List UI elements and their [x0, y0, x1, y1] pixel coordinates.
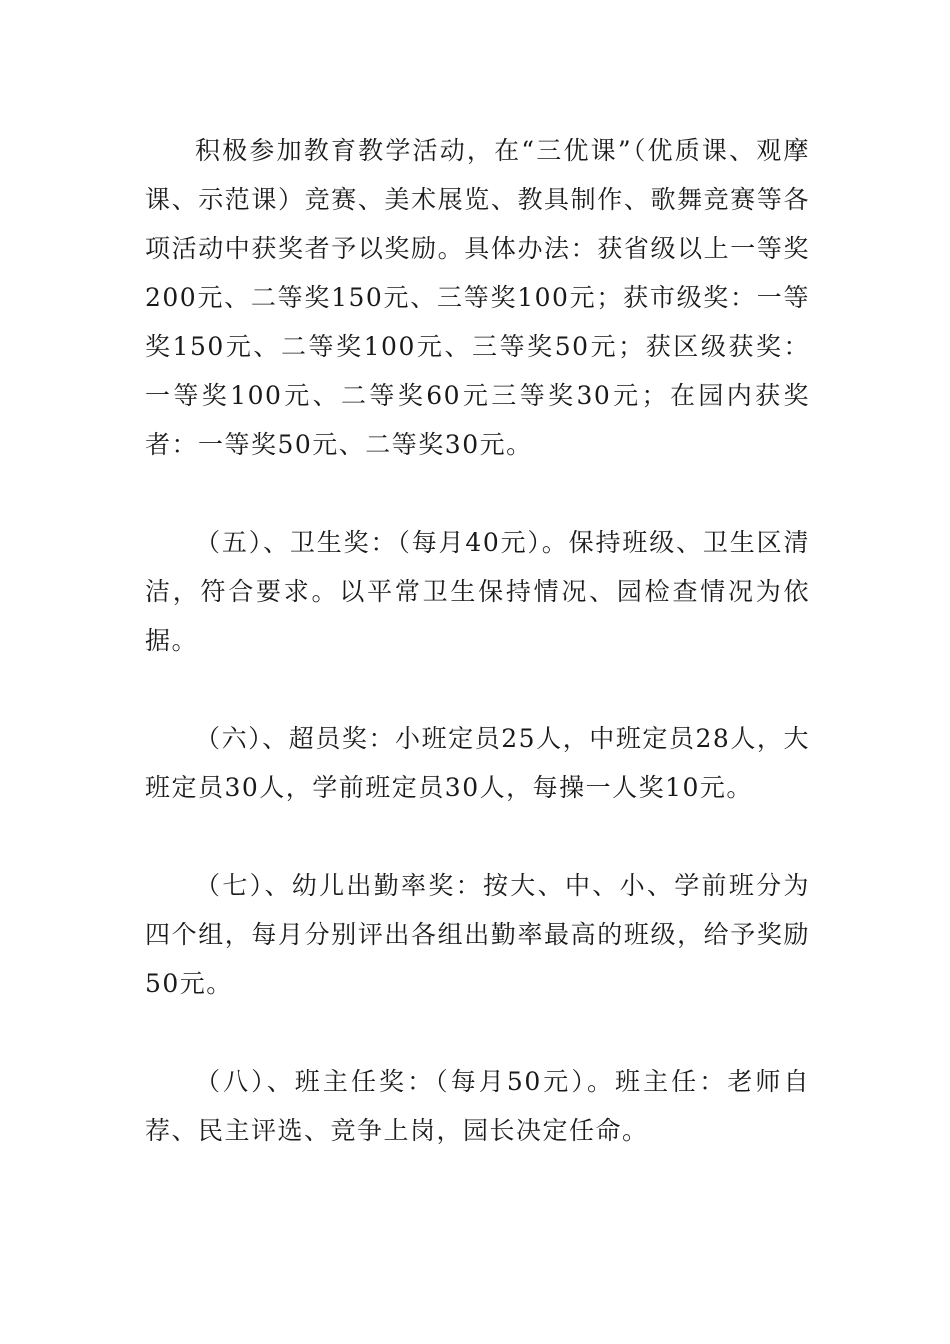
paragraph-hygiene-award: （五）、卫生奖：（每月40元）。保持班级、卫生区清洁，符合要求。以平常卫生保持情况、园检查情况为依据。 — [145, 528, 810, 655]
paragraph-head-teacher-award: （八）、班主任奖：（每月50元）。班主任：老师自荐、民主评选、竞争上岗，园长决定任命。 — [145, 1067, 810, 1145]
paragraph-attendance-award: （七）、幼儿出勤率奖：按大、中、小、学前班分为四个组，每月分别评出各组出勤率最高的班级，给予奖励50元。 — [145, 871, 810, 998]
paragraph-overstaff-award: （六）、超员奖：小班定员25人，中班定员28人，大班定员30人，学前班定员30人，每操一人奖10元。 — [145, 724, 810, 802]
document-page — [145, 126, 810, 1155]
paragraph-activity-awards: 积极参加教育教学活动，在“三优课”（优质课、观摩课、示范课）竞赛、美术展览、教具制作、歌舞竞赛等各项活动中获奖者予以奖励。具体办法：获省级以上一等奖200元、二等奖150元、三等奖100元；获市级奖：一等奖150元、二等奖100元、三等奖50元；获区级获奖：一等奖100元、二等奖60元三等奖30元；在园内获奖者：一等奖50元、二等奖30元。 — [145, 136, 810, 459]
